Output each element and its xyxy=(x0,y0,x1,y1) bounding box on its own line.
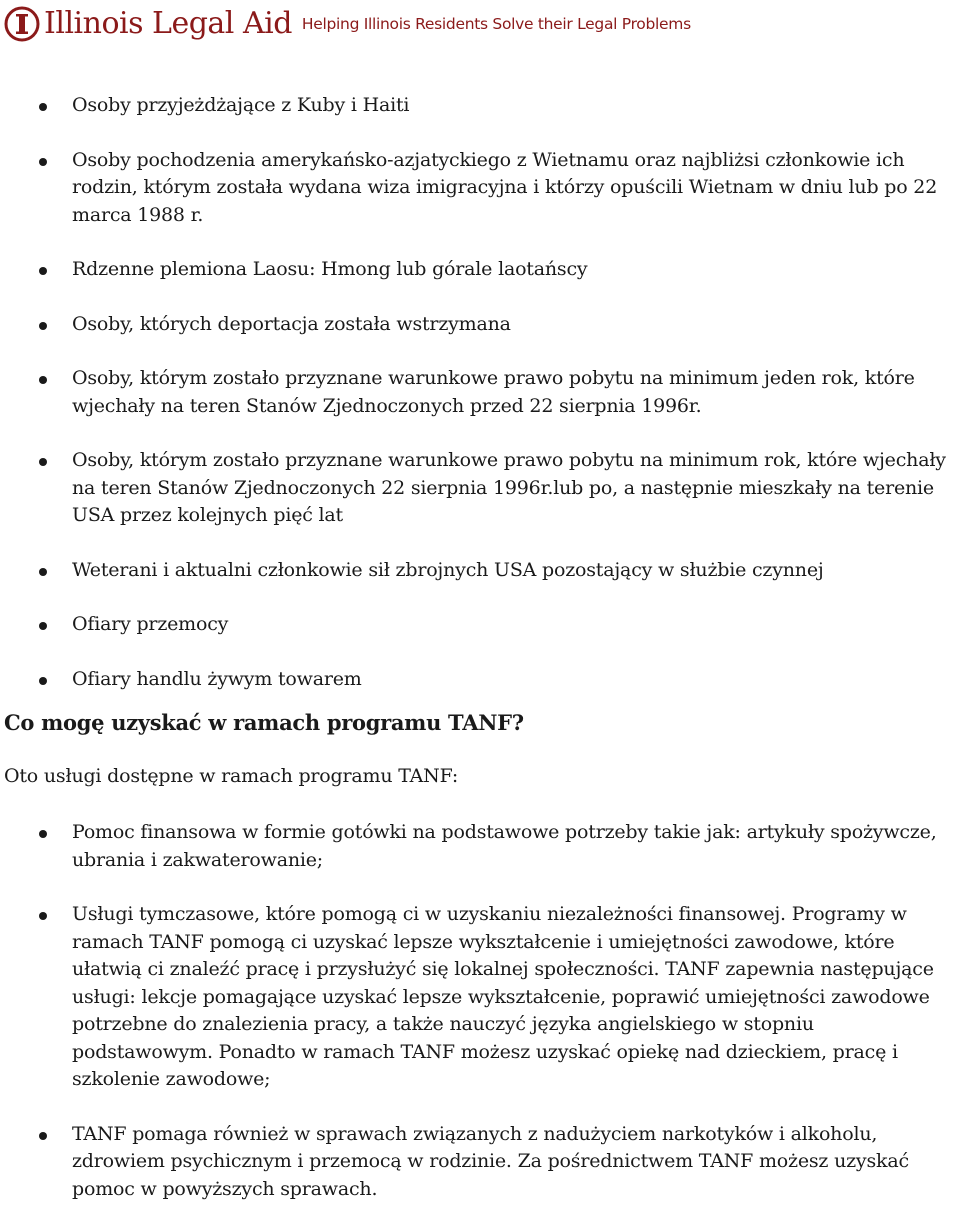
services-list xyxy=(0,819,960,1203)
list-item: Osoby pochodzenia amerykańsko-azjatyckiego z Wietnamu oraz najbliżsi członkowie ich rodzin, którym została wydana wiza imigracyjna i którzy opuścili Wietnam w dniu lub po 22 marca 1988 r. xyxy=(0,147,960,230)
list-item: TANF pomaga również w sprawach związanych z nadużyciem narkotyków i alkoholu, zdrowiem psychicznym i przemocą w rodzinie. Za pośrednictwem TANF możesz uzyskać pomoc w powyższych sprawach. xyxy=(0,1121,960,1204)
bullet-icon xyxy=(39,267,47,275)
eligibility-list xyxy=(0,92,960,693)
bullet-icon xyxy=(39,376,47,384)
list-item: Weterani i aktualni członkowie sił zbrojnych USA pozostający w służbie czynnej xyxy=(0,557,960,585)
section-heading: Co mogę uzyskać w ramach programu TANF? xyxy=(4,710,524,735)
bullet-icon xyxy=(39,912,47,920)
bullet-icon xyxy=(39,322,47,330)
list-item: Osoby, którym zostało przyznane warunkowe prawo pobytu na minimum jeden rok, które wjechały na teren Stanów Zjednoczonych przed 22 sierpnia 1996r. xyxy=(0,365,960,420)
bullet-icon xyxy=(39,1132,47,1140)
bullet-icon xyxy=(39,622,47,630)
bullet-icon xyxy=(39,103,47,111)
list-item: Ofiary handlu żywym towarem xyxy=(0,666,960,694)
list-item: Pomoc finansowa w formie gotówki na podstawowe potrzeby takie jak: artykuły spożywcze, ubrania i zakwaterowanie; xyxy=(0,819,960,874)
brand-tagline: Helping Illinois Residents Solve their Legal Problems xyxy=(301,15,691,33)
illinois-legal-aid-logo-icon xyxy=(4,6,40,42)
list-item: Osoby, którym zostało przyznane warunkowe prawo pobytu na minimum rok, które wjechały na teren Stanów Zjednoczonych 22 sierpnia 1996r.lub po, a następnie mieszkały na terenie USA przez kolejnych pięć lat xyxy=(0,447,960,530)
list-item: Osoby, których deportacja została wstrzymana xyxy=(0,311,960,339)
list-item: Ofiary przemocy xyxy=(0,611,960,639)
list-item: Osoby przyjeżdżające z Kuby i Haiti xyxy=(0,92,960,120)
site-header xyxy=(4,4,691,44)
bullet-icon xyxy=(39,458,47,466)
document-body xyxy=(0,92,960,1203)
bullet-icon xyxy=(39,830,47,838)
bullet-icon xyxy=(39,677,47,685)
list-item: Rdzenne plemiona Laosu: Hmong lub górale laotańscy xyxy=(0,256,960,284)
bullet-icon xyxy=(39,158,47,166)
brand-name: Illinois Legal Aid xyxy=(44,6,292,41)
bullet-icon xyxy=(39,568,47,576)
list-item: Usługi tymczasowe, które pomogą ci w uzyskaniu niezależności finansowej. Programy w ramach TANF pomogą ci uzyskać lepsze wykształcenie i umiejętności zawodowe, które ułatwią ci znaleźć pracę i przysłużyć się lokalnej społeczności. TANF zapewnia następujące usługi: lekcje pomagające uzyskać lepsze wykształcenie, poprawić umiejętności zawodowe potrzebne do znalezienia pracy, a także nauczyć języka angielskiego w stopniu podstawowym. Ponadto w ramach TANF możesz uzyskać opiekę nad dzieckiem, pracę i szkolenie zawodowe; xyxy=(0,901,960,1094)
section-intro: Oto usługi dostępne w ramach programu TANF: xyxy=(4,765,459,787)
